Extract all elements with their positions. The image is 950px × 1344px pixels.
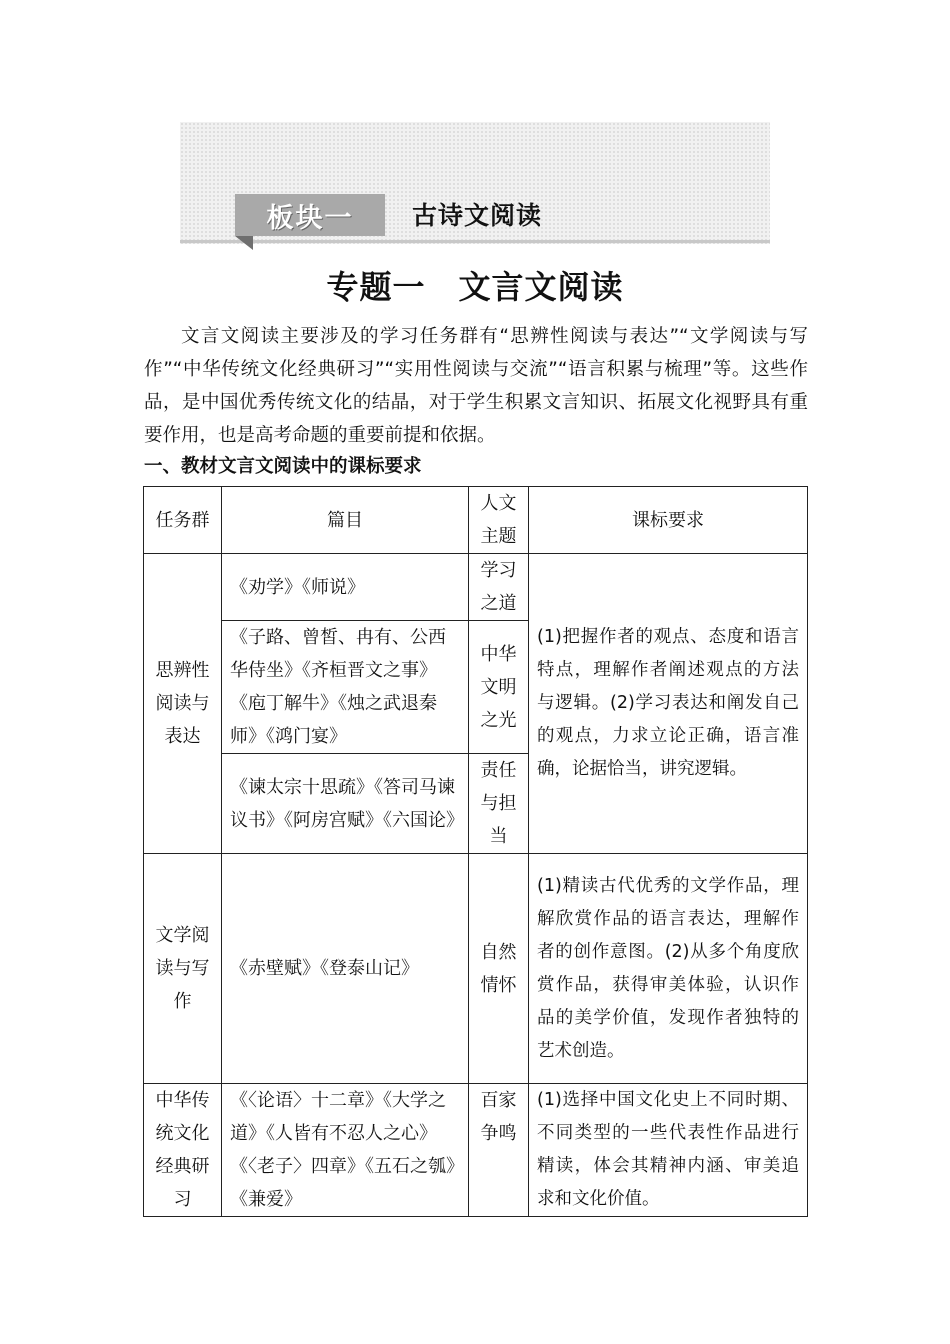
- table-row: [144, 854, 808, 1084]
- banner-tag-label: 板块一: [266, 202, 354, 234]
- section-heading: 一、教材文言文阅读中的课标要求: [144, 456, 422, 477]
- theme-cell: 学习之道: [469, 554, 529, 621]
- theme-cell: 百家争鸣: [469, 1084, 529, 1217]
- task-group-cell: 中华传统文化经典研习: [144, 1084, 222, 1217]
- requirement-cell: (1)选择中国文化史上不同时期、不同类型的一些代表性作品进行精读，体会其精神内涵、审美追求和文化价值。: [529, 1084, 808, 1217]
- theme-cell: 责任与担当: [469, 754, 529, 854]
- theme-cell: 自然情怀: [469, 854, 529, 1084]
- header-theme: 人文主题: [469, 487, 529, 554]
- curriculum-table: [143, 486, 808, 1217]
- works-cell: 《赤壁赋》《登泰山记》: [222, 854, 469, 1084]
- requirement-cell: (1)精读古代优秀的文学作品，理解欣赏作品的语言表达，理解作者的创作意图。(2)从多个角度欣赏作品，获得审美体验，认识作品的美学价值，发现作者独特的艺术创造。: [529, 854, 808, 1084]
- works-cell: 《谏太宗十思疏》《答司马谏议书》《阿房宫赋》《六国论》: [222, 754, 469, 854]
- banner-fold: [235, 236, 253, 250]
- page-title: 专题一 文言文阅读: [326, 268, 624, 306]
- task-group-cell: 思辨性阅读与表达: [144, 554, 222, 854]
- works-cell: 《劝学》《师说》: [222, 554, 469, 621]
- banner-title: 古诗文阅读: [412, 201, 543, 230]
- works-cell: 《〈论语〉十二章》《大学之道》《人皆有不忍人之心》《〈老子〉四章》《五石之瓠》《兼爱》: [222, 1084, 469, 1217]
- header-task-group: 任务群: [144, 487, 222, 554]
- theme-cell: 中华文明之光: [469, 621, 529, 754]
- task-group-cell: 文学阅读与写作: [144, 854, 222, 1084]
- table-row: [144, 1084, 808, 1217]
- works-cell: 《子路、曾皙、冉有、公西华侍坐》《齐桓晋文之事》《庖丁解牛》《烛之武退秦师》《鸿门宴》: [222, 621, 469, 754]
- table-header-row: [144, 487, 808, 554]
- header-works: 篇目: [222, 487, 469, 554]
- table-row: [144, 554, 808, 621]
- banner-tag: [235, 194, 385, 236]
- header-requirement: 课标要求: [529, 487, 808, 554]
- banner-rule: [180, 240, 770, 243]
- intro-paragraph: 文言文阅读主要涉及的学习任务群有“思辨性阅读与表达”“文学阅读与写作”“中华传统文化经典研习”“实用性阅读与交流”“语言积累与梳理”等。这些作品，是中国优秀传统文化的结晶，对于学生积累文言知识、拓展文化视野具有重要作用，也是高考命题的重要前提和依据。: [144, 326, 808, 446]
- requirement-cell: (1)把握作者的观点、态度和语言特点，理解作者阐述观点的方法与逻辑。(2)学习表达和阐发自己的观点，力求立论正确，语言准确，论据恰当，讲究逻辑。: [529, 554, 808, 854]
